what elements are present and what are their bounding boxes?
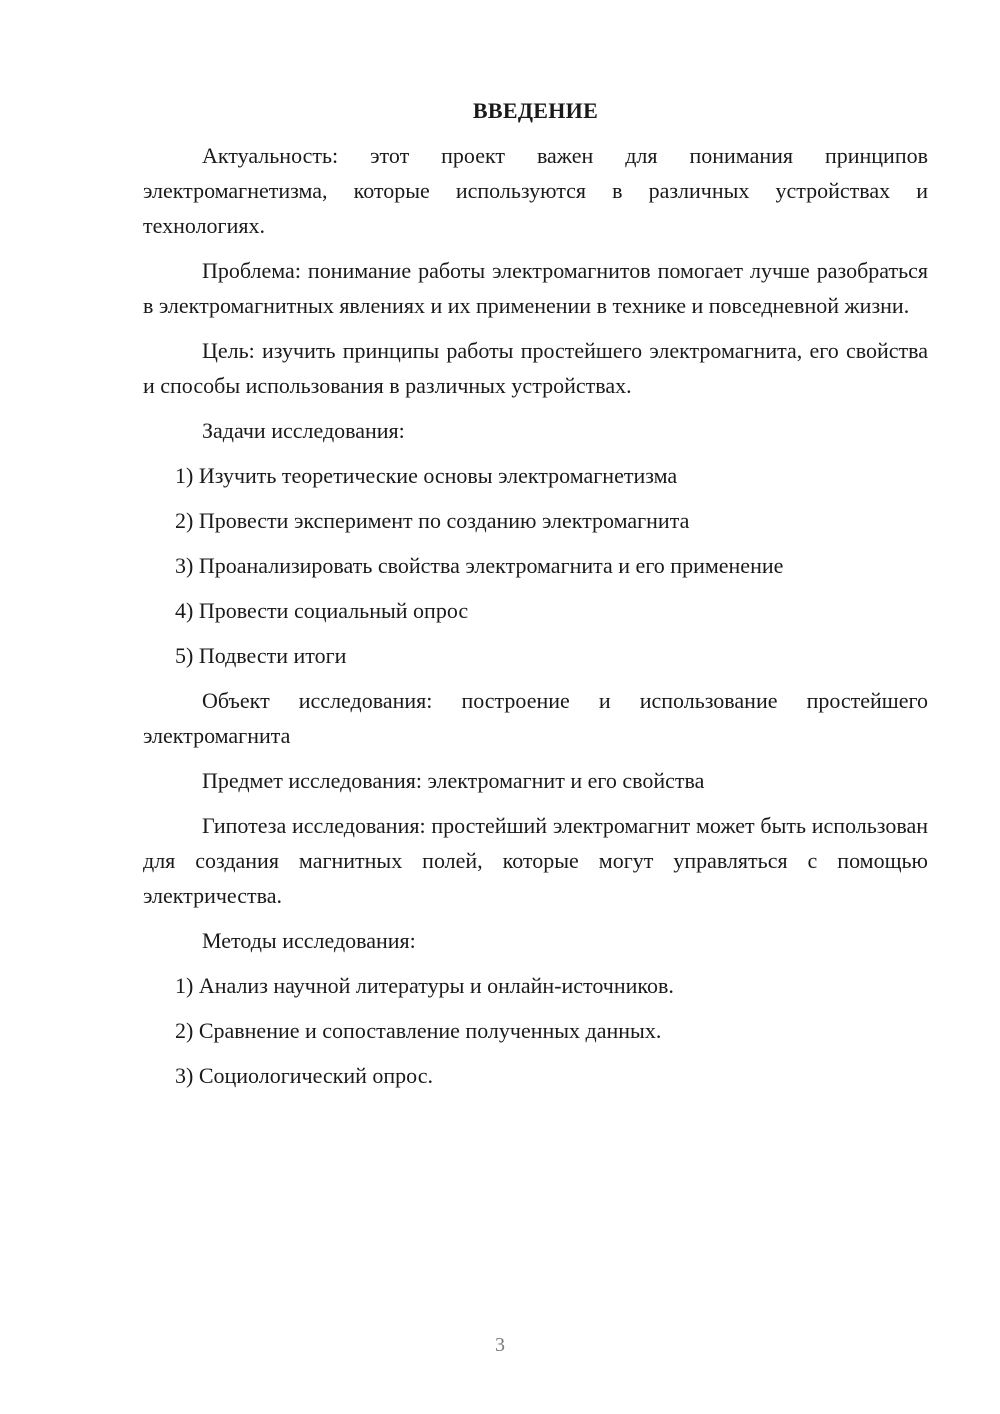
list-item: 5) Подвести итоги [175, 643, 347, 668]
methods-heading: Методы исследования: [202, 928, 416, 953]
list-item: 2) Сравнение и сопоставление полученных данных. [175, 1018, 662, 1043]
list-item: 4) Провести социальный опрос [175, 598, 469, 623]
paragraph-problem: Проблема: понимание работы электромагнитов помогает лучше разобраться в электромагнитных явлениях и их применении в технике и повседневной жизни. [143, 258, 928, 318]
paragraph-goal: Цель: изучить принципы работы простейшего электромагнита, его свойства и способы использования в различных устройствах. [143, 338, 928, 398]
paragraph-object: Объект исследования: построение и использование простейшего электромагнита [143, 688, 928, 748]
page-number: 3 [495, 1334, 505, 1356]
list-item: 1) Изучить теоретические основы электромагнетизма [175, 463, 678, 488]
tasks-list [143, 458, 928, 673]
list-item: 3) Социологический опрос. [175, 1063, 433, 1088]
document-body [143, 97, 928, 1103]
paragraph-hypothesis: Гипотеза исследования: простейший электромагнит может быть использован для создания магнитных полей, которые могут управляться с помощью электричества. [143, 813, 928, 908]
tasks-heading: Задачи исследования: [202, 418, 405, 443]
list-item: 2) Провести эксперимент по созданию электромагнита [175, 508, 690, 533]
methods-list [143, 968, 928, 1093]
list-item: 3) Проанализировать свойства электромагнита и его применение [175, 553, 784, 578]
paragraph-relevance: Актуальность: этот проект важен для понимания принципов электромагнетизма, которые используются в различных устройствах и технологиях. [143, 143, 928, 238]
list-item: 1) Анализ научной литературы и онлайн-источников. [175, 973, 674, 998]
section-title: ВВЕДЕНИЕ [472, 98, 599, 123]
paragraph-subject: Предмет исследования: электромагнит и его свойства [202, 768, 705, 793]
